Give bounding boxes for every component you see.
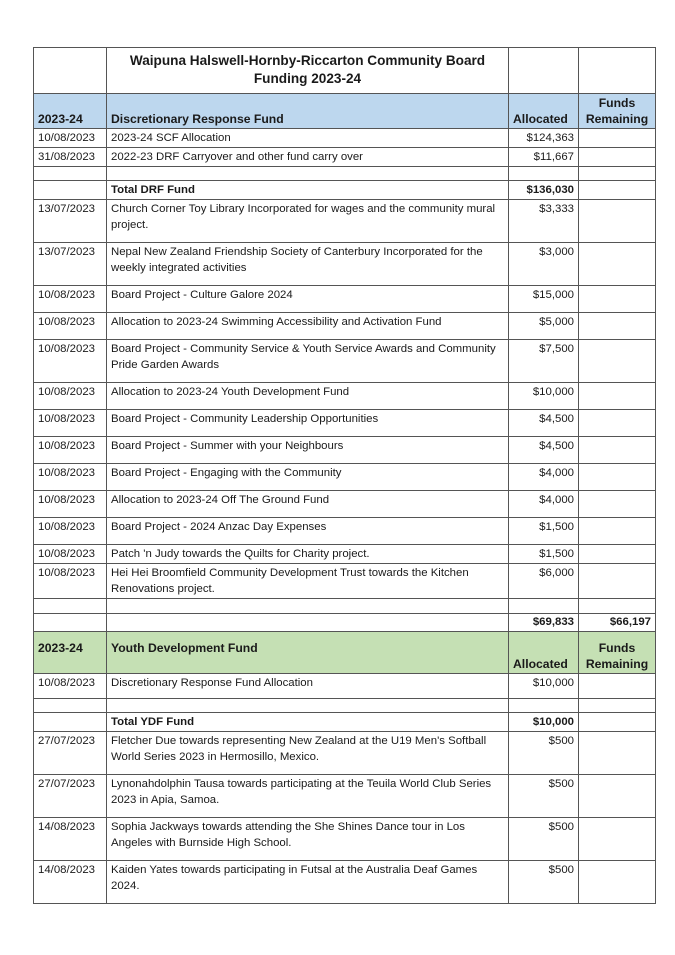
row-remaining	[579, 243, 656, 286]
row-remaining	[579, 818, 656, 861]
row-remaining	[579, 200, 656, 243]
row-description: Lynonahdolphin Tausa towards participating at the Teuila World Club Series 2023 in Apia, Samoa.	[107, 775, 509, 818]
drf-summary-row	[34, 614, 656, 632]
drf-top-rows	[34, 129, 656, 167]
drf-header-year: 2023-24	[34, 94, 107, 129]
row-remaining	[579, 148, 656, 167]
row-description: Board Project - Engaging with the Community	[107, 464, 509, 491]
table-row	[34, 491, 656, 518]
row-remaining	[579, 732, 656, 775]
drf-grant-rows	[34, 200, 656, 545]
row-description: Fletcher Due towards representing New Zealand at the U19 Men's Softball World Series 2023 in Hermosillo, Mexico.	[107, 732, 509, 775]
ydf-spacer-row	[34, 699, 656, 713]
row-amount: $15,000	[509, 286, 579, 313]
row-amount: $4,000	[509, 491, 579, 518]
ydf-top-rows	[34, 674, 656, 699]
row-date: 27/07/2023	[34, 732, 107, 775]
drf-header-funds-remaining	[579, 94, 656, 129]
row-description: Patch 'n Judy towards the Quilts for Charity project.	[107, 545, 509, 564]
row-date: 14/08/2023	[34, 861, 107, 904]
row-description: 2023-24 SCF Allocation	[107, 129, 509, 148]
drf-spacer-row	[34, 167, 656, 181]
row-date: 10/08/2023	[34, 129, 107, 148]
ydf-grant-rows	[34, 732, 656, 904]
ydf-header-funds: Funds	[598, 641, 636, 655]
row-description: Board Project - Community Leadership Opportunities	[107, 410, 509, 437]
ydf-total-amount: $10,000	[509, 713, 579, 732]
row-amount: $10,000	[509, 383, 579, 410]
row-date: 10/08/2023	[34, 464, 107, 491]
row-amount: $500	[509, 818, 579, 861]
row-amount: $3,000	[509, 243, 579, 286]
row-remaining	[579, 674, 656, 699]
row-amount: $4,500	[509, 437, 579, 464]
row-remaining	[579, 437, 656, 464]
row-date: 10/08/2023	[34, 545, 107, 564]
table-row	[34, 313, 656, 340]
row-remaining	[579, 313, 656, 340]
row-remaining	[579, 410, 656, 437]
table-row	[34, 674, 656, 699]
title-line-2: Funding 2023-24	[253, 71, 362, 86]
row-date: 31/08/2023	[34, 148, 107, 167]
table-row	[34, 818, 656, 861]
ydf-header-year: 2023-24	[34, 632, 107, 674]
row-date: 10/08/2023	[34, 340, 107, 383]
row-remaining	[579, 129, 656, 148]
table-row	[34, 286, 656, 313]
row-description: Board Project - Summer with your Neighbours	[107, 437, 509, 464]
row-date: 10/08/2023	[34, 286, 107, 313]
drf-total-row	[34, 181, 656, 200]
table-row	[34, 464, 656, 491]
row-description: Board Project - 2024 Anzac Day Expenses	[107, 518, 509, 545]
row-description: Church Corner Toy Library Incorporated for wages and the community mural project.	[107, 200, 509, 243]
drf-tight-rows	[34, 545, 656, 599]
table-row	[34, 340, 656, 383]
row-date: 10/08/2023	[34, 674, 107, 699]
row-description: Board Project - Culture Galore 2024	[107, 286, 509, 313]
table-row	[34, 129, 656, 148]
row-date: 10/08/2023	[34, 564, 107, 599]
row-date: 27/07/2023	[34, 775, 107, 818]
ydf-header-row	[34, 632, 656, 674]
table-row	[34, 545, 656, 564]
drf-header-name: Discretionary Response Fund	[107, 94, 509, 129]
drf-blank-row	[34, 599, 656, 614]
row-amount: $10,000	[509, 674, 579, 699]
row-description: Allocation to 2023-24 Youth Development Fund	[107, 383, 509, 410]
ydf-total-row	[34, 713, 656, 732]
row-remaining	[579, 861, 656, 904]
drf-total-label: Total DRF Fund	[107, 181, 509, 200]
row-description: Hei Hei Broomfield Community Development Trust towards the Kitchen Renovations project.	[107, 564, 509, 599]
row-amount: $5,000	[509, 313, 579, 340]
row-date: 10/08/2023	[34, 313, 107, 340]
table-row	[34, 200, 656, 243]
row-description: Nepal New Zealand Friendship Society of Canterbury Incorporated for the weekly integrated activities	[107, 243, 509, 286]
ydf-header-name: Youth Development Fund	[107, 632, 509, 674]
row-remaining	[579, 286, 656, 313]
drf-summary-allocated: $69,833	[509, 614, 579, 632]
funding-table	[33, 47, 656, 904]
ydf-header-remaining: Remaining	[585, 657, 649, 671]
row-date: 14/08/2023	[34, 818, 107, 861]
row-remaining	[579, 383, 656, 410]
row-date: 13/07/2023	[34, 200, 107, 243]
ydf-total-label: Total YDF Fund	[107, 713, 509, 732]
row-date: 10/08/2023	[34, 518, 107, 545]
row-remaining	[579, 518, 656, 545]
drf-header-remaining: Remaining	[585, 112, 649, 126]
table-row	[34, 437, 656, 464]
title-line-1: Waipuna Halswell-Hornby-Riccarton Community Board	[129, 53, 486, 68]
table-row	[34, 775, 656, 818]
row-date: 10/08/2023	[34, 437, 107, 464]
ydf-header-allocated: Allocated	[509, 632, 579, 674]
row-amount: $500	[509, 732, 579, 775]
table-row	[34, 148, 656, 167]
row-amount: $4,500	[509, 410, 579, 437]
row-description: Kaiden Yates towards participating in Futsal at the Australia Deaf Games 2024.	[107, 861, 509, 904]
row-remaining	[579, 340, 656, 383]
row-amount: $1,500	[509, 545, 579, 564]
table-row	[34, 243, 656, 286]
row-amount: $124,363	[509, 129, 579, 148]
drf-header-row	[34, 94, 656, 129]
table-row	[34, 383, 656, 410]
row-date: 10/08/2023	[34, 491, 107, 518]
row-remaining	[579, 564, 656, 599]
table-row	[34, 410, 656, 437]
row-remaining	[579, 491, 656, 518]
row-remaining	[579, 775, 656, 818]
row-date: 13/07/2023	[34, 243, 107, 286]
row-description: Discretionary Response Fund Allocation	[107, 674, 509, 699]
page-title	[107, 48, 509, 94]
table-row	[34, 518, 656, 545]
table-row	[34, 564, 656, 599]
table-row	[34, 732, 656, 775]
drf-summary-remaining: $66,197	[579, 614, 656, 632]
row-amount: $6,000	[509, 564, 579, 599]
row-amount: $500	[509, 775, 579, 818]
drf-header-allocated: Allocated	[509, 94, 579, 129]
row-date: 10/08/2023	[34, 383, 107, 410]
row-description: 2022-23 DRF Carryover and other fund carry over	[107, 148, 509, 167]
row-remaining	[579, 464, 656, 491]
ydf-header-funds-remaining	[579, 632, 656, 674]
row-amount: $11,667	[509, 148, 579, 167]
row-description: Board Project - Community Service & Youth Service Awards and Community Pride Garden Awards	[107, 340, 509, 383]
row-description: Allocation to 2023-24 Swimming Accessibility and Activation Fund	[107, 313, 509, 340]
row-date: 10/08/2023	[34, 410, 107, 437]
drf-header-funds: Funds	[598, 96, 636, 110]
drf-total-amount: $136,030	[509, 181, 579, 200]
row-remaining	[579, 545, 656, 564]
row-amount: $4,000	[509, 464, 579, 491]
row-amount: $3,333	[509, 200, 579, 243]
row-amount: $7,500	[509, 340, 579, 383]
row-amount: $500	[509, 861, 579, 904]
table-row	[34, 861, 656, 904]
title-row	[34, 48, 656, 94]
row-description: Allocation to 2023-24 Off The Ground Fund	[107, 491, 509, 518]
row-amount: $1,500	[509, 518, 579, 545]
row-description: Sophia Jackways towards attending the She Shines Dance tour in Los Angeles with Burnside High School.	[107, 818, 509, 861]
